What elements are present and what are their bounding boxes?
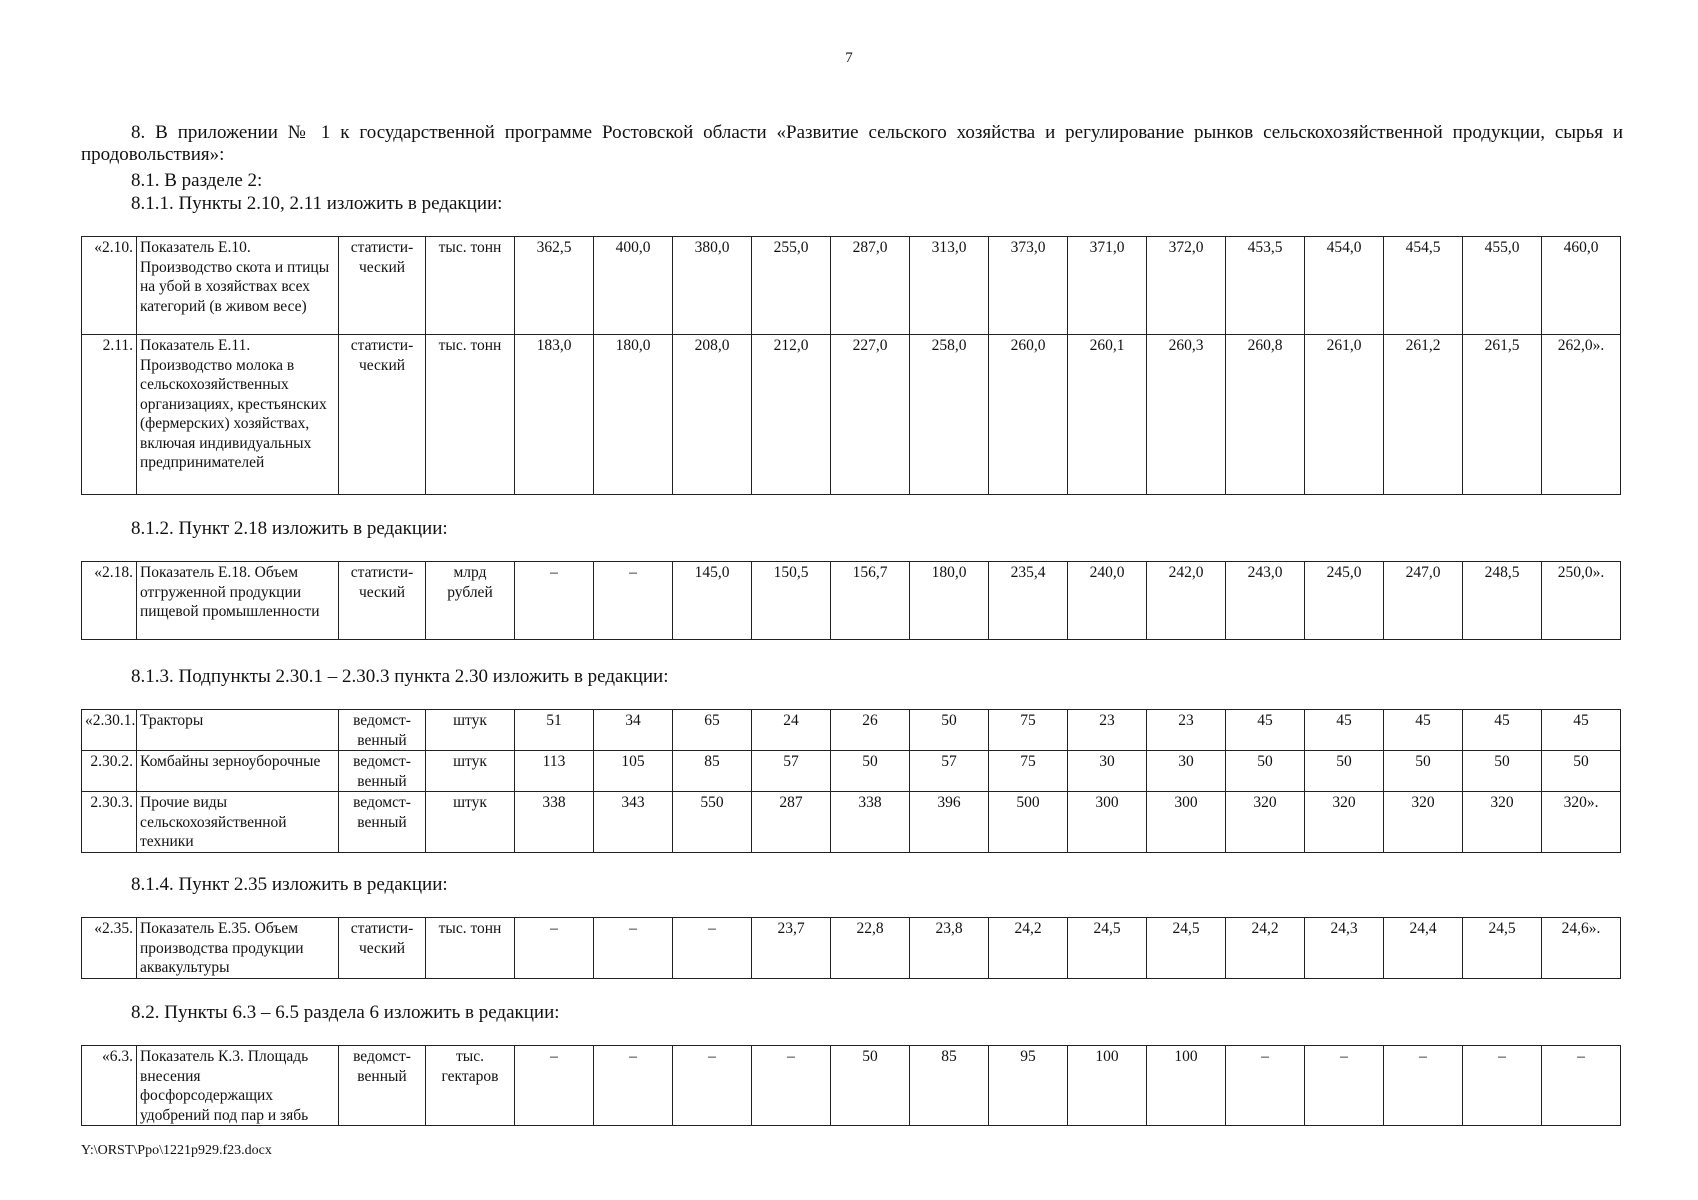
value-cell: – <box>515 562 594 640</box>
table-row <box>82 792 1621 853</box>
value-cell: 245,0 <box>1305 562 1384 640</box>
value-cell: 57 <box>752 751 831 792</box>
value-cell: 23,8 <box>910 918 989 979</box>
section-8-1-1-heading: 8.1.1. Пункты 2.10, 2.11 изложить в редакции: <box>131 193 503 214</box>
value-cell: 24,2 <box>1226 918 1305 979</box>
value-cell: – <box>673 1046 752 1126</box>
value-cell: 150,5 <box>752 562 831 640</box>
value-cell: – <box>1463 1046 1542 1126</box>
value-cell: 320 <box>1463 792 1542 853</box>
value-cell: 460,0 <box>1542 237 1621 335</box>
value-cell: – <box>515 918 594 979</box>
table-row <box>82 562 1621 640</box>
unit-cell: млрд рублей <box>426 562 515 640</box>
value-cell: 287 <box>752 792 831 853</box>
unit-cell: штук <box>426 792 515 853</box>
value-cell: 371,0 <box>1068 237 1147 335</box>
unit-cell: тыс. тонн <box>426 918 515 979</box>
file-path-footer: Y:\ORST\Ppo\1221p929.f23.docx <box>81 1143 272 1158</box>
indicator-name-cell: Прочие виды сельскохозяйственной техники <box>137 792 339 853</box>
value-cell: 454,0 <box>1305 237 1384 335</box>
value-cell: 23,7 <box>752 918 831 979</box>
data-source-cell: статисти-ческий <box>339 918 426 979</box>
item-number-cell: «6.3. <box>82 1046 137 1126</box>
value-cell: 57 <box>910 751 989 792</box>
value-cell: 313,0 <box>910 237 989 335</box>
indicator-name-cell: Показатель К.3. Площадь внесения фосфорсодержащих удобрений под пар и зябь <box>137 1046 339 1126</box>
value-cell: 373,0 <box>989 237 1068 335</box>
value-cell: 208,0 <box>673 335 752 495</box>
value-cell: 396 <box>910 792 989 853</box>
value-cell: – <box>594 918 673 979</box>
value-cell: 455,0 <box>1463 237 1542 335</box>
value-cell: 26 <box>831 710 910 751</box>
value-cell: 22,8 <box>831 918 910 979</box>
value-cell: 255,0 <box>752 237 831 335</box>
value-cell: 30 <box>1068 751 1147 792</box>
value-cell: 212,0 <box>752 335 831 495</box>
value-cell: – <box>594 1046 673 1126</box>
value-cell: 550 <box>673 792 752 853</box>
value-cell: 50 <box>1305 751 1384 792</box>
value-cell: 320 <box>1226 792 1305 853</box>
table-row <box>82 335 1621 495</box>
value-cell: 243,0 <box>1226 562 1305 640</box>
table-items-2-30 <box>81 709 1621 853</box>
value-cell: 320 <box>1305 792 1384 853</box>
data-source-cell: статисти-ческий <box>339 562 426 640</box>
value-cell: 24,6». <box>1542 918 1621 979</box>
value-cell: 50 <box>910 710 989 751</box>
value-cell: 183,0 <box>515 335 594 495</box>
value-cell: 50 <box>1542 751 1621 792</box>
value-cell: 338 <box>515 792 594 853</box>
value-cell: 145,0 <box>673 562 752 640</box>
value-cell: 51 <box>515 710 594 751</box>
item-number-cell: «2.30.1. <box>82 710 137 751</box>
value-cell: 300 <box>1068 792 1147 853</box>
value-cell: – <box>515 1046 594 1126</box>
value-cell: 24,5 <box>1068 918 1147 979</box>
value-cell: 45 <box>1542 710 1621 751</box>
value-cell: 248,5 <box>1463 562 1542 640</box>
value-cell: 372,0 <box>1147 237 1226 335</box>
value-cell: 260,0 <box>989 335 1068 495</box>
table-row <box>82 237 1621 335</box>
section-8-1-4-heading: 8.1.4. Пункт 2.35 изложить в редакции: <box>131 874 448 895</box>
data-source-cell: ведомст-венный <box>339 751 426 792</box>
intro-paragraph: 8. В приложении № 1 к государственной программе Ростовской области «Развитие сельского хозяйства и регулирование рынков сельскохозяйственной продукции, сырья и продовольствия»: <box>81 122 1623 165</box>
value-cell: 45 <box>1305 710 1384 751</box>
value-cell: 24,5 <box>1463 918 1542 979</box>
value-cell: 95 <box>989 1046 1068 1126</box>
section-8-1-3-heading: 8.1.3. Подпункты 2.30.1 – 2.30.3 пункта 2.30 изложить в редакции: <box>131 666 669 687</box>
section-8-2-heading: 8.2. Пункты 6.3 – 6.5 раздела 6 изложить в редакции: <box>131 1002 560 1023</box>
value-cell: 85 <box>910 1046 989 1126</box>
value-cell: 260,3 <box>1147 335 1226 495</box>
value-cell: 261,2 <box>1384 335 1463 495</box>
section-8-1-heading: 8.1. В разделе 2: <box>131 170 263 191</box>
value-cell: 100 <box>1068 1046 1147 1126</box>
value-cell: 75 <box>989 710 1068 751</box>
data-source-cell: ведомст-венный <box>339 710 426 751</box>
value-cell: 45 <box>1384 710 1463 751</box>
value-cell: 50 <box>1384 751 1463 792</box>
table-item-2-18 <box>81 561 1621 640</box>
item-number-cell: «2.35. <box>82 918 137 979</box>
value-cell: 300 <box>1147 792 1226 853</box>
indicator-name-cell: Показатель Е.11. Производство молока в сельскохозяйственных организациях, крестьянских (фермерских) хозяйствах, включая индивидуальных предпринимателей <box>137 335 339 495</box>
value-cell: – <box>1226 1046 1305 1126</box>
page-number: 7 <box>845 50 853 66</box>
value-cell: – <box>594 562 673 640</box>
value-cell: 380,0 <box>673 237 752 335</box>
value-cell: 24,2 <box>989 918 1068 979</box>
value-cell: 247,0 <box>1384 562 1463 640</box>
value-cell: 65 <box>673 710 752 751</box>
value-cell: 30 <box>1147 751 1226 792</box>
value-cell: 320 <box>1384 792 1463 853</box>
indicator-name-cell: Тракторы <box>137 710 339 751</box>
indicator-name-cell: Комбайны зерноуборочные <box>137 751 339 792</box>
data-source-cell: ведомст-венный <box>339 792 426 853</box>
value-cell: 85 <box>673 751 752 792</box>
data-source-cell: статисти-ческий <box>339 335 426 495</box>
value-cell: 258,0 <box>910 335 989 495</box>
table-item-2-35 <box>81 917 1621 979</box>
item-number-cell: 2.11. <box>82 335 137 495</box>
value-cell: 227,0 <box>831 335 910 495</box>
value-cell: 454,5 <box>1384 237 1463 335</box>
value-cell: – <box>673 918 752 979</box>
item-number-cell: 2.30.2. <box>82 751 137 792</box>
value-cell: 261,0 <box>1305 335 1384 495</box>
item-number-cell: 2.30.3. <box>82 792 137 853</box>
table-row <box>82 1046 1621 1126</box>
unit-cell: тыс. тонн <box>426 237 515 335</box>
table-row <box>82 918 1621 979</box>
value-cell: 362,5 <box>515 237 594 335</box>
table-row <box>82 751 1621 792</box>
value-cell: – <box>1305 1046 1384 1126</box>
value-cell: 45 <box>1226 710 1305 751</box>
value-cell: 235,4 <box>989 562 1068 640</box>
value-cell: 260,8 <box>1226 335 1305 495</box>
value-cell: 75 <box>989 751 1068 792</box>
indicator-name-cell: Показатель Е.10. Производство скота и птицы на убой в хозяйствах всех категорий (в живом весе) <box>137 237 339 335</box>
item-number-cell: «2.10. <box>82 237 137 335</box>
data-source-cell: ведомст-венный <box>339 1046 426 1126</box>
value-cell: 24,5 <box>1147 918 1226 979</box>
value-cell: 240,0 <box>1068 562 1147 640</box>
value-cell: 500 <box>989 792 1068 853</box>
value-cell: – <box>1384 1046 1463 1126</box>
value-cell: 50 <box>831 751 910 792</box>
value-cell: 23 <box>1068 710 1147 751</box>
table-items-2-10-2-11 <box>81 236 1621 495</box>
value-cell: 320». <box>1542 792 1621 853</box>
value-cell: 250,0». <box>1542 562 1621 640</box>
table-row <box>82 710 1621 751</box>
value-cell: 100 <box>1147 1046 1226 1126</box>
value-cell: 453,5 <box>1226 237 1305 335</box>
data-source-cell: статисти-ческий <box>339 237 426 335</box>
value-cell: 260,1 <box>1068 335 1147 495</box>
value-cell: 34 <box>594 710 673 751</box>
value-cell: 50 <box>831 1046 910 1126</box>
value-cell: 113 <box>515 751 594 792</box>
value-cell: – <box>752 1046 831 1126</box>
indicator-name-cell: Показатель Е.18. Объем отгруженной продукции пищевой промышленности <box>137 562 339 640</box>
value-cell: 50 <box>1463 751 1542 792</box>
value-cell: 180,0 <box>910 562 989 640</box>
value-cell: 343 <box>594 792 673 853</box>
table-items-6-3 <box>81 1045 1621 1126</box>
value-cell: 262,0». <box>1542 335 1621 495</box>
unit-cell: штук <box>426 751 515 792</box>
value-cell: 45 <box>1463 710 1542 751</box>
indicator-name-cell: Показатель Е.35. Объем производства продукции аквакультуры <box>137 918 339 979</box>
unit-cell: штук <box>426 710 515 751</box>
value-cell: 156,7 <box>831 562 910 640</box>
value-cell: 180,0 <box>594 335 673 495</box>
value-cell: 24,3 <box>1305 918 1384 979</box>
value-cell: 400,0 <box>594 237 673 335</box>
item-number-cell: «2.18. <box>82 562 137 640</box>
value-cell: – <box>1542 1046 1621 1126</box>
value-cell: 50 <box>1226 751 1305 792</box>
value-cell: 242,0 <box>1147 562 1226 640</box>
value-cell: 24,4 <box>1384 918 1463 979</box>
unit-cell: тыс. тонн <box>426 335 515 495</box>
value-cell: 24 <box>752 710 831 751</box>
value-cell: 287,0 <box>831 237 910 335</box>
unit-cell: тыс. гектаров <box>426 1046 515 1126</box>
value-cell: 261,5 <box>1463 335 1542 495</box>
section-8-1-2-heading: 8.1.2. Пункт 2.18 изложить в редакции: <box>131 518 448 539</box>
value-cell: 338 <box>831 792 910 853</box>
value-cell: 23 <box>1147 710 1226 751</box>
value-cell: 105 <box>594 751 673 792</box>
